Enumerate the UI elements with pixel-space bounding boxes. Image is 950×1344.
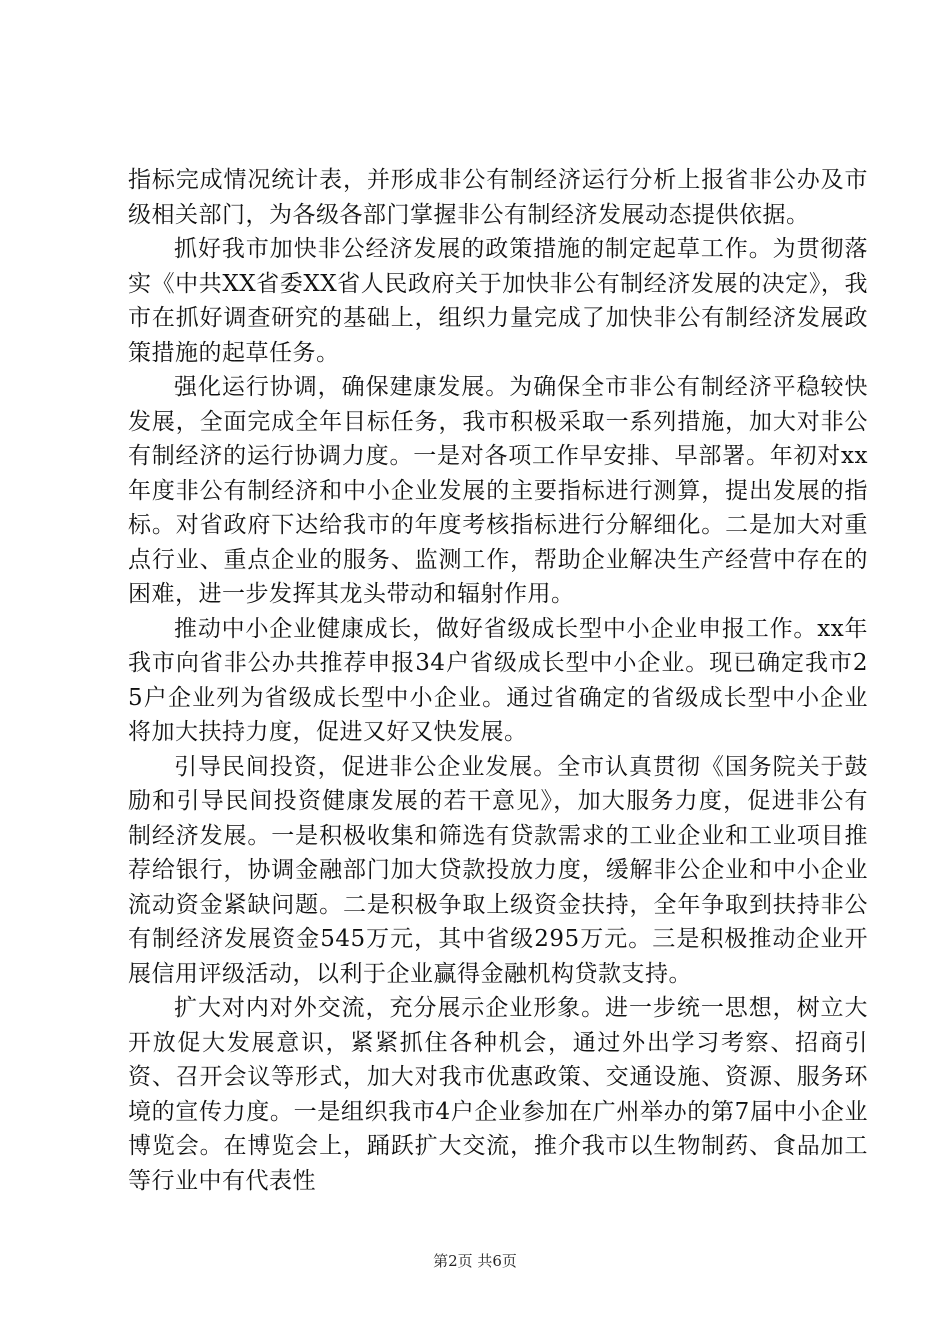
paragraph-6: 扩大对内对外交流，充分展示企业形象。进一步统一思想，树立大开放促大发展意识，紧紧抓住各种机会，通过外出学习考察、招商引资、召开会议等形式，加大对我市优惠政策、交通设施、资源、服务环境的宣传力度。一是组织我市4户企业参加在广州举办的第7届中小企业博览会。在博览会上，踊跃扩大交流，推介我市以生物制药、食品加工等行业中有代表性 <box>128 995 868 1194</box>
paragraph-2: 抓好我市加快非公经济发展的政策措施的制定起草工作。为贯彻落实《中共XX省委XX省人民政府关于加快非公有制经济发展的决定》，我市在抓好调查研究的基础上，组织力量完成了加快非公有制经济发展政策措施的起草任务。 <box>128 236 868 366</box>
document-body <box>128 163 868 1198</box>
page-number-label: 第2页 共6页 <box>433 1252 517 1270</box>
page-footer <box>0 1251 950 1271</box>
paragraph-1: 指标完成情况统计表，并形成非公有制经济运行分析上报省非公办及市级相关部门，为各级各部门掌握非公有制经济发展动态提供依据。 <box>128 167 868 228</box>
paragraph-5: 引导民间投资，促进非公企业发展。全市认真贯彻《国务院关于鼓励和引导民间投资健康发展的若干意见》，加大服务力度，促进非公有制经济发展。一是积极收集和筛选有贷款需求的工业企业和工业项目推荐给银行，协调金融部门加大贷款投放力度，缓解非公企业和中小企业流动资金紧缺问题。二是积极争取上级资金扶持，全年争取到扶持非公有制经济发展资金545万元，其中省级295万元。三是积极推动企业开展信用评级活动，以利于企业赢得金融机构贷款支持。 <box>128 753 868 987</box>
paragraph-4: 推动中小企业健康成长，做好省级成长型中小企业申报工作。xx年我市向省非公办共推荐申报34户省级成长型中小企业。现已确定我市25户企业列为省级成长型中小企业。通过省确定的省级成长型中小企业将加大扶持力度，促进又好又快发展。 <box>128 615 868 745</box>
paragraph-3: 强化运行协调，确保建康发展。为确保全市非公有制经济平稳较快发展，全面完成全年目标任务，我市积极采取一系列措施，加大对非公有制经济的运行协调力度。一是对各项工作早安排、早部署。年初对xx年度非公有制经济和中小企业发展的主要指标进行测算，提出发展的指标。对省政府下达给我市的年度考核指标进行分解细化。二是加大对重点行业、重点企业的服务、监测工作，帮助企业解决生产经营中存在的困难，进一步发挥其龙头带动和辐射作用。 <box>128 374 868 607</box>
